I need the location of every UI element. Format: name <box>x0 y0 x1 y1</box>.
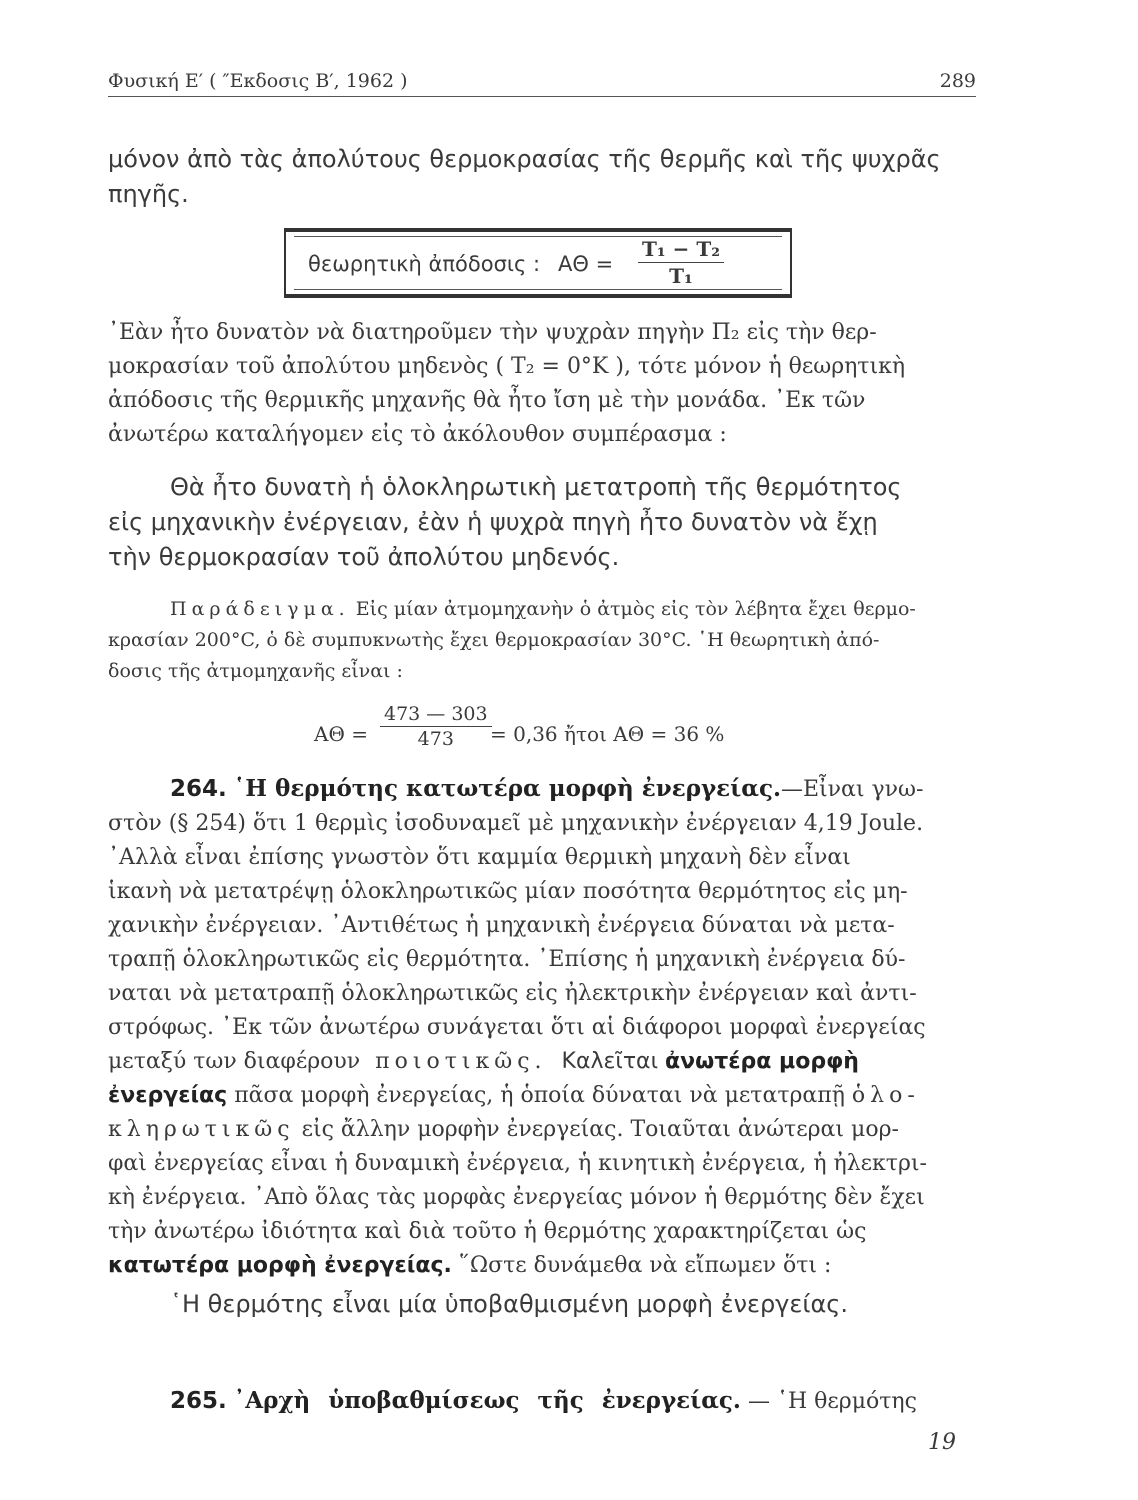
s264-bold-energy: ἐνεργείας <box>108 1083 228 1108</box>
s264-line-12: φαὶ ἐνεργείας εἶναι ἡ δυναμικὴ ἐνέργεια, ἡ κινητικὴ ἐνέργεια, ἡ ἠλεκτρι- <box>108 1151 927 1176</box>
section-265-rest: — ῾Η θερμότης <box>747 1389 917 1414</box>
example-line-1 <box>108 594 976 625</box>
example-line-1-text: Εἰς μίαν ἀτμομηχανὴν ὁ ἀτμὸς εἰς τὸν λέβητα ἔχει θερμο- <box>355 598 916 620</box>
section-265-heading-line <box>108 1384 976 1419</box>
intro-line-2: πηγῆς. <box>108 180 189 208</box>
s264-line-6: τραπῇ ὁλοκληρωτικῶς εἰς θερμότητα. ᾿Επίσης ἡ μηχανικὴ ἐνέργεια δύ- <box>108 947 906 972</box>
theory-efficiency-box <box>284 228 792 298</box>
signature-folio: 19 <box>928 1430 956 1455</box>
example-paragraph <box>108 594 976 687</box>
conclusion-line-2: εἰς μηχανικὴν ἐνέργειαν, ἐὰν ἡ ψυχρὰ πηγὴ ἦτο δυνατὸν νὰ ἔχῃ <box>108 508 878 536</box>
section-265 <box>108 1384 976 1419</box>
formula-lhs: ΑΘ = <box>314 722 368 746</box>
example-line-2: κρασίαν 200°C, ὁ δὲ συμπυκνωτὴς ἔχει θερμοκρασίαν 30°C. ῾Η θεωρητικὴ ἀπό- <box>108 629 880 651</box>
example-line-3: δοσις τῆς ἀτμομηχανῆς εἶναι : <box>108 660 403 682</box>
s264-line-9 <box>108 1045 976 1079</box>
conclusion-paragraph <box>108 470 976 575</box>
s264-bold-lower-form: κατωτέρα μορφὴ ἐνεργείας. <box>108 1253 452 1278</box>
s264-line-8: στρόφως. ᾿Εκ τῶν ἀνωτέρω συνάγεται ὅτι αἱ διάφοροι μορφαὶ ἐνεργείας <box>108 1015 926 1040</box>
s264-spaced-qualitatively: ποιοτικῶς. <box>375 1049 547 1074</box>
s264-line-11 <box>108 1113 976 1147</box>
s264-line-11-a: εἰς ἄλλην μορφὴν ἐνεργείας. Τοιαῦται ἀνώτεραι μορ- <box>301 1117 899 1142</box>
s264-line-5: χανικὴν ἐνέργειαν. ᾿Αντιθέτως ἡ μηχανικὴ ἐνέργεια δύναται νὰ μετα- <box>108 913 895 938</box>
section-264-heading-line <box>108 772 976 807</box>
s264-line-10-a: πᾶσα μορφὴ ἐνεργείας, ἡ ὁποία δύναται νὰ μετατραπῇ <box>234 1083 845 1108</box>
section-265-title: ᾿Αρχὴ ὑποβαθμίσεως τῆς ἐνεργείας. <box>233 1387 741 1414</box>
s264-line-3: ᾿Αλλὰ εἶναι ἐπίσης γνωστὸν ὅτι καμμία θερμικὴ μηχανὴ δὲν εἶναι <box>108 845 851 870</box>
s264-statement: ῾Η θερμότης εἶναι μία ὑποβαθμισμένη μορφὴ ἐνεργείας. <box>170 1290 849 1318</box>
formula-denominator: 473 <box>417 728 454 750</box>
box-label: θεωρητικὴ ἀπόδοσις : <box>308 252 541 276</box>
box-fraction <box>638 236 724 289</box>
s264-line-15-a: ῞Ωστε δυνάμεθα νὰ εἴπωμεν ὅτι : <box>458 1253 832 1278</box>
s264-line-2: στὸν (§ 254) ὅτι 1 θερμὶς ἰσοδυναμεῖ μὲ μηχανικὴν ἐνέργειαν 4,19 Joule. <box>108 811 924 836</box>
section-264 <box>108 772 976 1322</box>
formula-numerator: 473 — 303 <box>380 702 492 727</box>
running-header <box>108 66 976 97</box>
s264-spaced-wholly-a: ὁλο- <box>851 1083 920 1108</box>
formula-fraction <box>380 702 492 751</box>
box-denominator: T₁ <box>669 264 693 288</box>
conclusion-line-1: Θὰ ἦτο δυνατὴ ἡ ὁλοκληρωτικὴ μετατροπὴ τῆς θερμότητος <box>170 473 902 501</box>
s264-line-4: ἱκανὴ νὰ μετατρέψῃ ὁλοκληρωτικῶς μίαν ποσότητα θερμότητος εἰς μη- <box>108 879 908 904</box>
s264-line-7: ναται νὰ μετατραπῇ ὁλοκληρωτικῶς εἰς ἠλεκτρικὴν ἐνέργειαν καὶ ἀντι- <box>108 981 917 1006</box>
zero-line-2: μοκρασίαν τοῦ ἀπολύτου μηδενὸς ( Τ₂ = 0°Κ ), τότε μόνον ἡ θεωρητικὴ <box>108 354 906 379</box>
page-number: 289 <box>939 70 976 92</box>
intro-paragraph <box>108 142 976 212</box>
box-lhs: ΑΘ = <box>558 252 614 276</box>
s264-line-9-a: μεταξύ των διαφέρουν <box>108 1049 361 1074</box>
zero-line-4: ἀνωτέρω καταλήγομεν εἰς τὸ ἀκόλουθον συμπέρασμα : <box>108 422 727 447</box>
s264-line-14: τὴν ἀνωτέρω ἰδιότητα καὶ διὰ τοῦτο ἡ θερμότης χαρακτηρίζεται ὡς <box>108 1219 867 1244</box>
s264-line-13: κὴ ἐνέργεια. ᾿Απὸ ὅλας τὰς μορφὰς ἐνεργείας μόνον ἡ θερμότης δὲν ἔχει <box>108 1185 925 1210</box>
section-265-number: 265. <box>170 1388 227 1414</box>
section-264-line-1-rest: —Εἶναι γνω- <box>781 777 924 802</box>
s264-line-15 <box>108 1249 976 1283</box>
absolute-zero-paragraph <box>108 316 976 452</box>
s264-bold-higher-form: ἀνωτέρα μορφὴ <box>665 1049 859 1074</box>
example-label: Παράδειγμα. <box>170 598 350 620</box>
s264-line-9-b: Καλεῖται <box>561 1049 659 1074</box>
box-numerator: T₁ − T₂ <box>638 236 724 263</box>
header-title: Φυσική Ε′ ( ″Εκδοσις Β′, 1962 ) <box>108 70 408 92</box>
intro-line-1: μόνον ἀπὸ τὰς ἀπολύτους θερμοκρασίας τῆς θερμῆς καὶ τῆς ψυχρᾶς <box>108 145 941 173</box>
zero-line-3: ἀπόδοσις τῆς θερμικῆς μηχανῆς θὰ ἦτο ἴση μὲ τὴν μονάδα. ᾿Εκ τῶν <box>108 388 866 413</box>
s264-spaced-wholly-b: κληρωτικῶς <box>108 1117 295 1142</box>
section-264-title: ῾Η θερμότης κατωτέρα μορφὴ ἐνεργείας. <box>233 775 781 802</box>
s264-line-10 <box>108 1079 976 1113</box>
section-264-number: 264. <box>170 776 227 802</box>
conclusion-line-3: τὴν θερμοκρασίαν τοῦ ἀπολύτου μηδενός. <box>108 543 620 571</box>
zero-line-1: ᾿Εὰν ἦτο δυνατὸν νὰ διατηροῦμεν τὴν ψυχρὰν πηγὴν Π₂ εἰς τὴν θερ- <box>108 320 877 345</box>
formula-result: = 0,36 ἤτοι ΑΘ = 36 % <box>490 722 725 746</box>
